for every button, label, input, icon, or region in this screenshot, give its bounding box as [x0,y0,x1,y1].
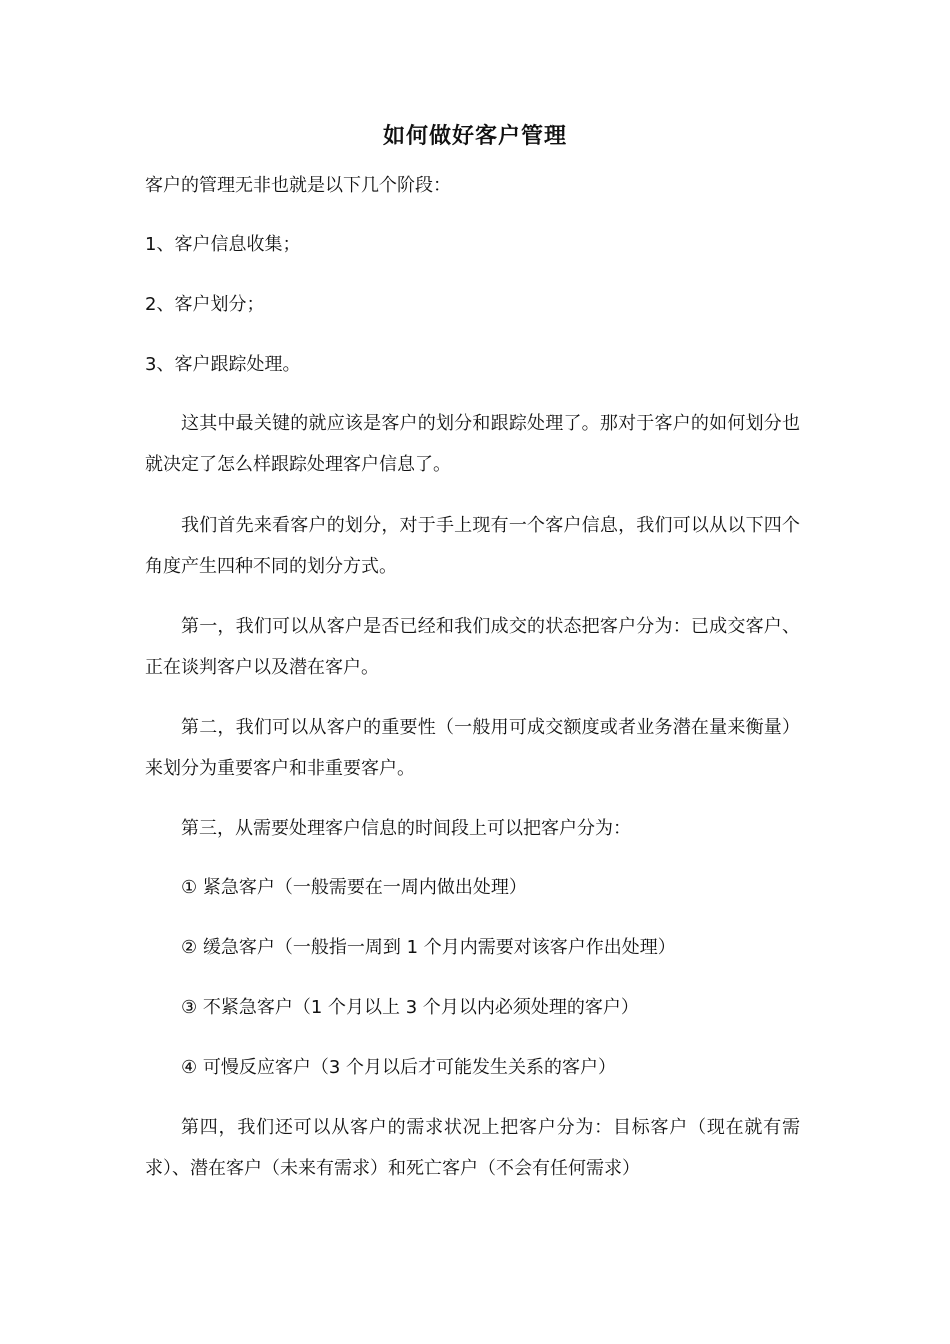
paragraph-third-heading: 第三，从需要处理客户信息的时间段上可以把客户分为： [181,818,631,839]
paragraph-division-intro: 我们首先来看客户的划分，对于手上现有一个客户信息，我们可以从以下四个角度产生四种不同的划分方式。 [145,515,800,577]
page-title: 如何做好客户管理 [382,123,567,149]
stage-item-2: 2、客户划分； [145,294,265,315]
paragraph-fourth: 第四，我们还可以从客户的需求状况上把客户分为：目标客户（现在就有需求）、潜在客户（未来有需求）和死亡客户（不会有任何需求） [145,1117,800,1179]
urgency-item-1: ① 紧急客户（一般需要在一周内做出处理） [181,877,527,898]
stage-item-3: 3、客户跟踪处理。 [145,354,301,375]
paragraph-key-points: 这其中最关键的就应该是客户的划分和跟踪处理了。那对于客户的如何划分也就决定了怎么样跟踪处理客户信息了。 [145,413,800,475]
paragraph-first: 第一，我们可以从客户是否已经和我们成交的状态把客户分为：已成交客户、正在谈判客户以及潜在客户。 [145,616,800,678]
paragraph-second: 第二，我们可以从客户的重要性（一般用可成交额度或者业务潜在量来衡量）来划分为重要客户和非重要客户。 [145,717,800,779]
urgency-item-2: ② 缓急客户（一般指一周到 1 个月内需要对该客户作出处理） [181,937,676,958]
urgency-item-4: ④ 可慢反应客户（3 个月以后才可能发生关系的客户） [181,1057,617,1078]
stage-item-1: 1、客户信息收集； [145,234,301,255]
intro-text: 客户的管理无非也就是以下几个阶段： [145,175,451,196]
urgency-item-3: ③ 不紧急客户（1 个月以上 3 个月以内必须处理的客户） [181,997,639,1018]
